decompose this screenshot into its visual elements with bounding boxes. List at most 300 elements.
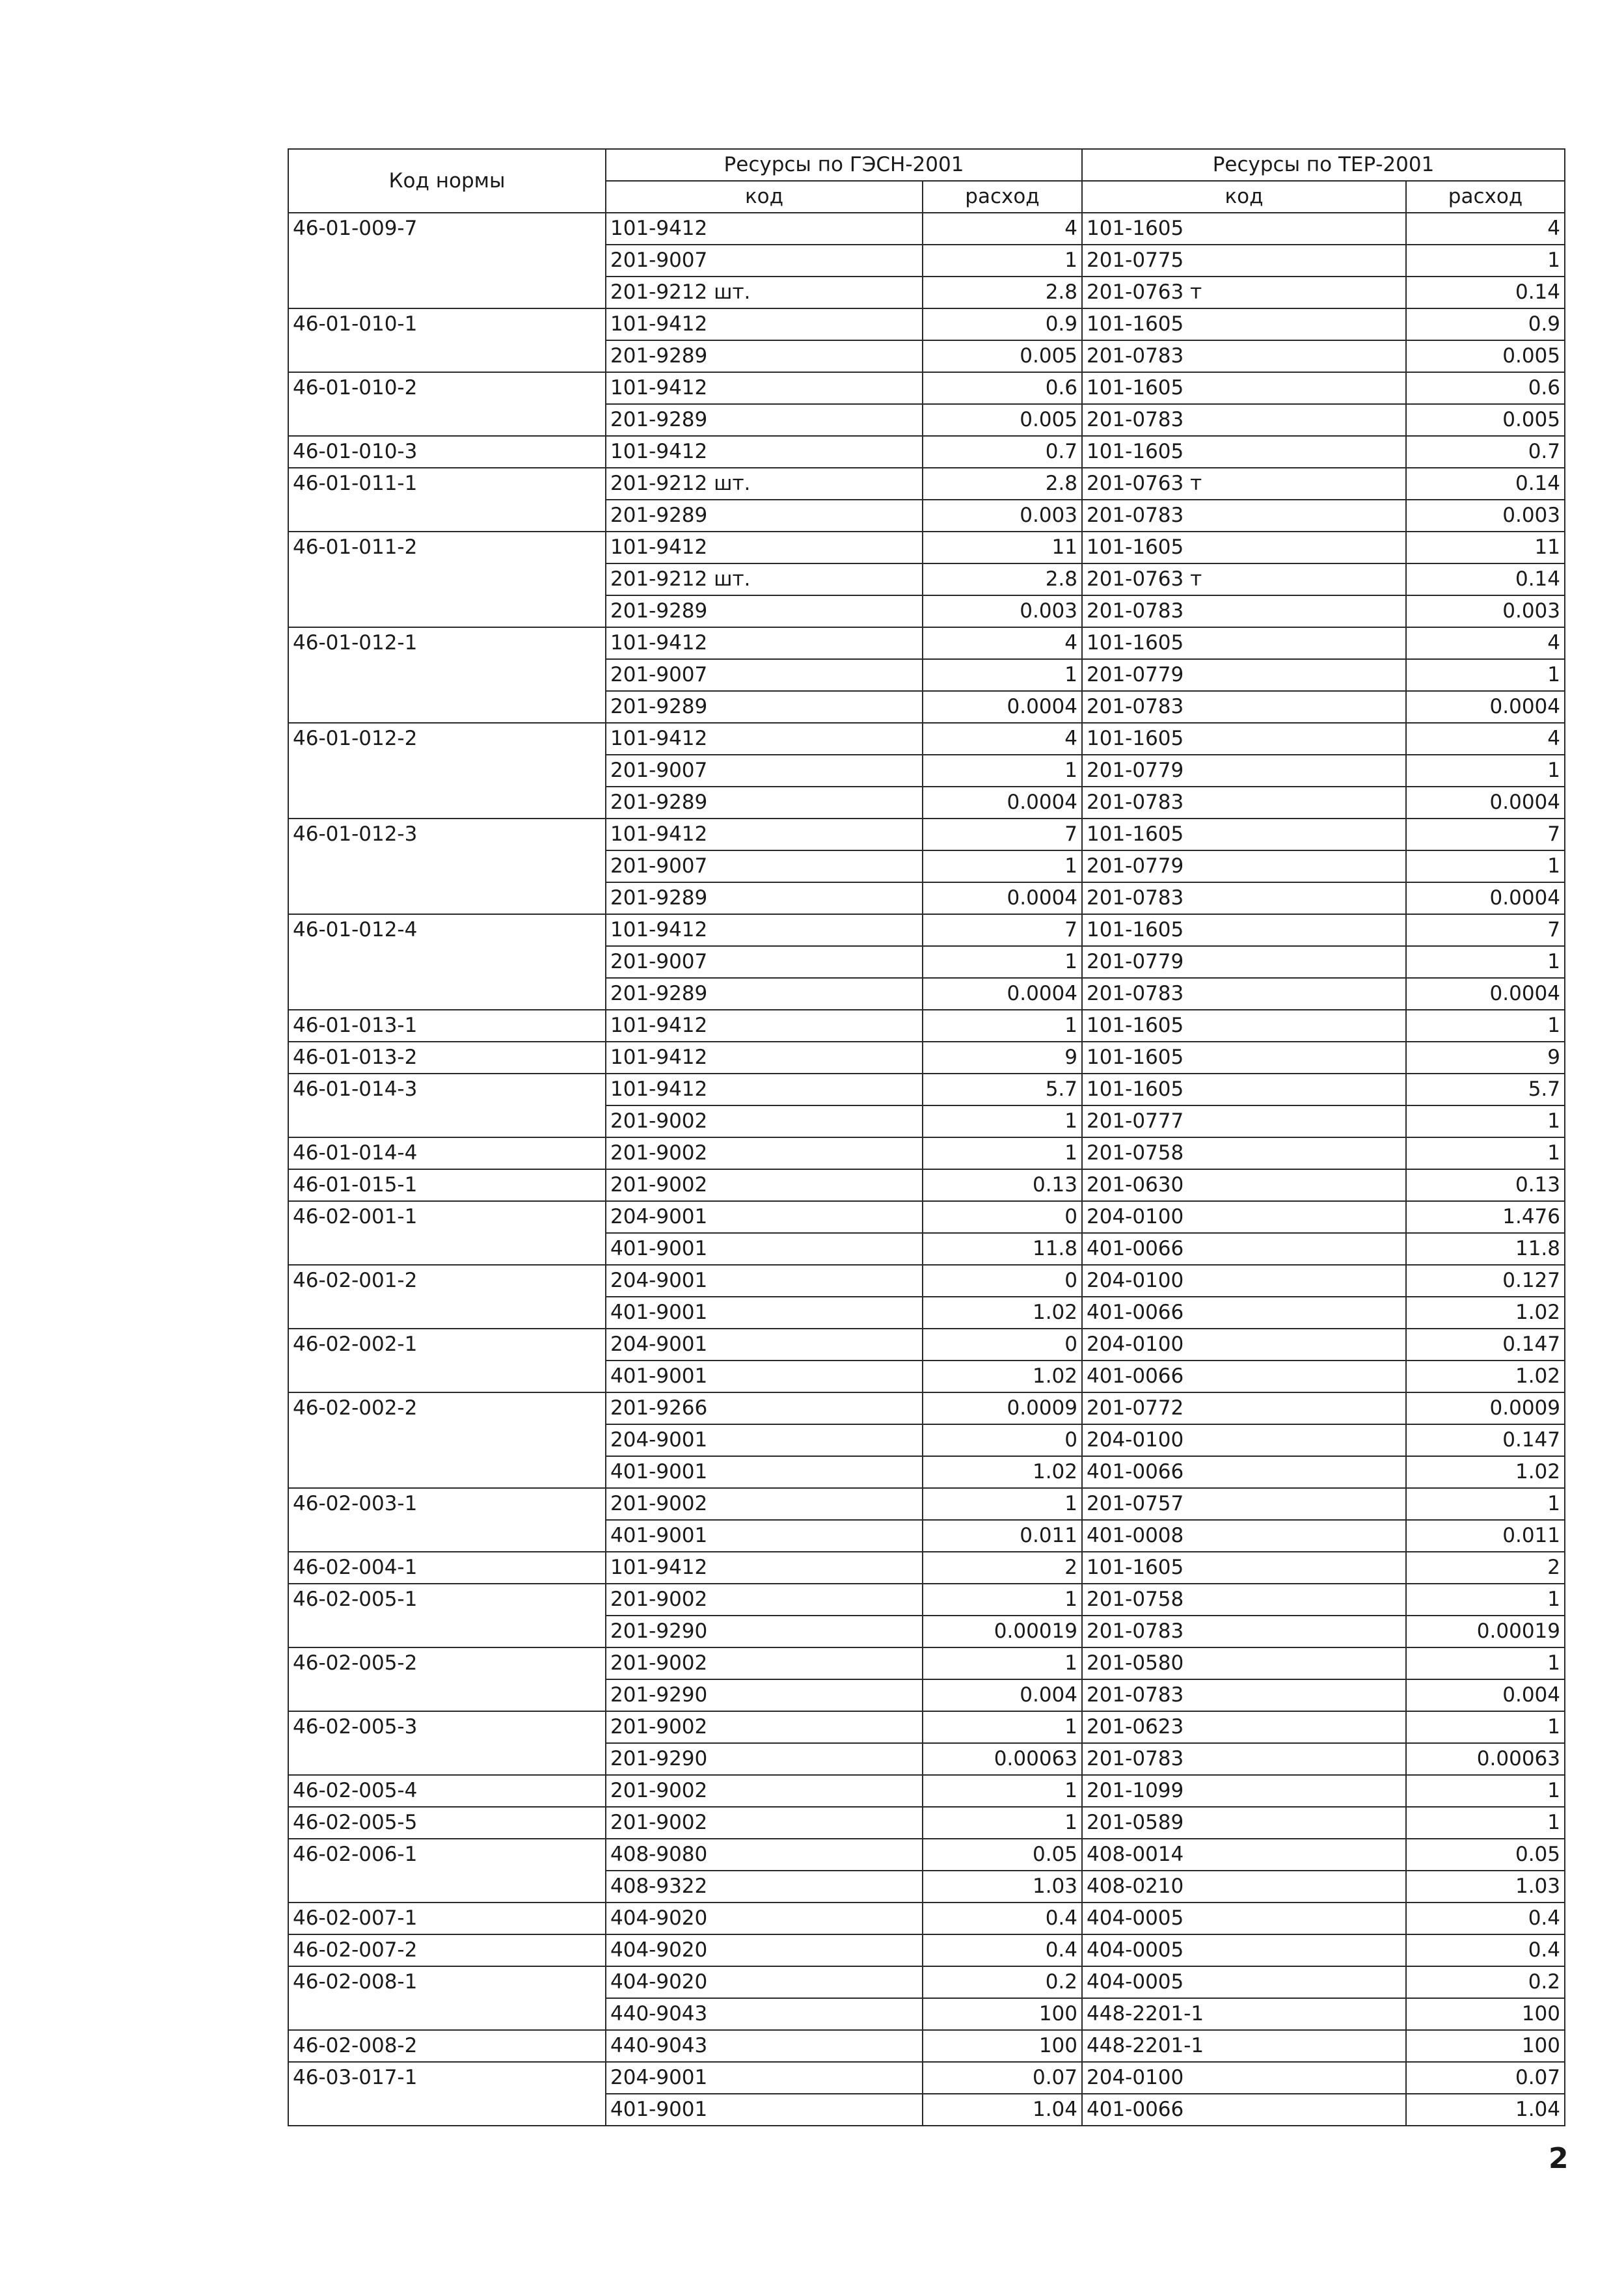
- ter-code-cell: 201-0783: [1082, 1743, 1406, 1775]
- table-row: [288, 627, 1565, 659]
- ter-consumption-cell: 1.03: [1406, 1871, 1565, 1903]
- gesn-code-cell: 101-9412: [606, 1010, 923, 1042]
- table-row: [288, 1711, 1565, 1743]
- gesn-consumption-cell: 0.0004: [923, 691, 1082, 723]
- ter-code-cell: 201-0783: [1082, 500, 1406, 532]
- ter-code-cell: 204-0100: [1082, 2062, 1406, 2094]
- ter-consumption-cell: 1: [1406, 1775, 1565, 1807]
- ter-code-cell: 101-1605: [1082, 819, 1406, 850]
- table-row: [288, 1042, 1565, 1074]
- norm-code-cell: 46-01-014-4: [288, 1137, 606, 1169]
- norm-code-cell: 46-02-002-1: [288, 1329, 606, 1392]
- gesn-consumption-cell: 2.8: [923, 563, 1082, 595]
- gesn-code-cell: 440-9043: [606, 2030, 923, 2062]
- table-row: [288, 819, 1565, 850]
- ter-consumption-cell: 0.147: [1406, 1329, 1565, 1361]
- norm-code-cell: 46-01-012-4: [288, 914, 606, 1010]
- ter-consumption-cell: 1: [1406, 1105, 1565, 1137]
- ter-code-cell: 101-1605: [1082, 308, 1406, 340]
- gesn-code-cell: 101-9412: [606, 436, 923, 468]
- gesn-consumption-cell: 0.00063: [923, 1743, 1082, 1775]
- gesn-code-cell: 204-9001: [606, 1201, 923, 1233]
- ter-code-cell: 201-0779: [1082, 659, 1406, 691]
- gesn-code-cell: 201-9007: [606, 755, 923, 787]
- ter-code-cell: 448-2201-1: [1082, 2030, 1406, 2062]
- gesn-code-cell: 201-9002: [606, 1169, 923, 1201]
- gesn-consumption-cell: 1.03: [923, 1871, 1082, 1903]
- header-ter-code: код: [1082, 181, 1406, 213]
- ter-code-cell: 101-1605: [1082, 436, 1406, 468]
- gesn-consumption-cell: 0.00019: [923, 1616, 1082, 1647]
- norm-code-cell: 46-01-012-2: [288, 723, 606, 819]
- ter-code-cell: 201-0763 т: [1082, 277, 1406, 308]
- ter-consumption-cell: 0.14: [1406, 563, 1565, 595]
- ter-consumption-cell: 1: [1406, 755, 1565, 787]
- ter-consumption-cell: 0.005: [1406, 404, 1565, 436]
- gesn-consumption-cell: 1.02: [923, 1297, 1082, 1329]
- gesn-consumption-cell: 2.8: [923, 468, 1082, 500]
- gesn-consumption-cell: 100: [923, 1998, 1082, 2030]
- ter-code-cell: 201-0772: [1082, 1392, 1406, 1424]
- norm-code-cell: 46-01-010-2: [288, 372, 606, 436]
- gesn-code-cell: 201-9002: [606, 1711, 923, 1743]
- gesn-consumption-cell: 0.13: [923, 1169, 1082, 1201]
- ter-code-cell: 101-1605: [1082, 1074, 1406, 1105]
- gesn-code-cell: 201-9289: [606, 500, 923, 532]
- ter-consumption-cell: 0.4: [1406, 1903, 1565, 1934]
- ter-code-cell: 401-0066: [1082, 2094, 1406, 2126]
- gesn-consumption-cell: 0.7: [923, 436, 1082, 468]
- norm-code-cell: 46-02-005-4: [288, 1775, 606, 1807]
- gesn-consumption-cell: 0: [923, 1265, 1082, 1297]
- gesn-consumption-cell: 1: [923, 1105, 1082, 1137]
- page-number: 2: [1549, 2142, 1569, 2175]
- table-row: [288, 1169, 1565, 1201]
- ter-consumption-cell: 11: [1406, 532, 1565, 563]
- ter-consumption-cell: 1.04: [1406, 2094, 1565, 2126]
- ter-code-cell: 101-1605: [1082, 1010, 1406, 1042]
- ter-code-cell: 404-0005: [1082, 1934, 1406, 1966]
- ter-code-cell: 201-0779: [1082, 946, 1406, 978]
- ter-consumption-cell: 1: [1406, 1488, 1565, 1520]
- table-header: [288, 149, 1565, 213]
- gesn-code-cell: 401-9001: [606, 1456, 923, 1488]
- gesn-code-cell: 201-9002: [606, 1137, 923, 1169]
- norm-code-cell: 46-02-004-1: [288, 1552, 606, 1584]
- ter-consumption-cell: 0.147: [1406, 1424, 1565, 1456]
- gesn-consumption-cell: 1: [923, 659, 1082, 691]
- gesn-consumption-cell: 0.005: [923, 340, 1082, 372]
- ter-consumption-cell: 1: [1406, 1807, 1565, 1839]
- ter-code-cell: 101-1605: [1082, 914, 1406, 946]
- table-row: [288, 1584, 1565, 1616]
- norm-code-cell: 46-01-014-3: [288, 1074, 606, 1137]
- ter-code-cell: 101-1605: [1082, 372, 1406, 404]
- ter-consumption-cell: 4: [1406, 723, 1565, 755]
- ter-code-cell: 201-0775: [1082, 245, 1406, 277]
- gesn-consumption-cell: 1: [923, 1807, 1082, 1839]
- norm-code-cell: 46-02-005-2: [288, 1647, 606, 1711]
- table-row: [288, 1807, 1565, 1839]
- ter-code-cell: 408-0210: [1082, 1871, 1406, 1903]
- gesn-code-cell: 201-9007: [606, 946, 923, 978]
- ter-consumption-cell: 1: [1406, 1711, 1565, 1743]
- ter-consumption-cell: 0.7: [1406, 436, 1565, 468]
- ter-code-cell: 201-0783: [1082, 1616, 1406, 1647]
- ter-code-cell: 408-0014: [1082, 1839, 1406, 1871]
- norm-code-cell: 46-01-015-1: [288, 1169, 606, 1201]
- ter-consumption-cell: 1: [1406, 1647, 1565, 1679]
- ter-consumption-cell: 5.7: [1406, 1074, 1565, 1105]
- table-row: [288, 1647, 1565, 1679]
- gesn-consumption-cell: 7: [923, 819, 1082, 850]
- ter-code-cell: 201-0783: [1082, 1679, 1406, 1711]
- gesn-code-cell: 201-9266: [606, 1392, 923, 1424]
- gesn-code-cell: 404-9020: [606, 1903, 923, 1934]
- ter-consumption-cell: 1: [1406, 1584, 1565, 1616]
- ter-code-cell: 404-0005: [1082, 1903, 1406, 1934]
- gesn-code-cell: 201-9002: [606, 1488, 923, 1520]
- ter-consumption-cell: 4: [1406, 627, 1565, 659]
- gesn-code-cell: 201-9289: [606, 978, 923, 1010]
- gesn-code-cell: 201-9002: [606, 1105, 923, 1137]
- gesn-consumption-cell: 11.8: [923, 1233, 1082, 1265]
- ter-code-cell: 201-0779: [1082, 850, 1406, 882]
- ter-consumption-cell: 1: [1406, 659, 1565, 691]
- ter-code-cell: 101-1605: [1082, 213, 1406, 245]
- ter-consumption-cell: 0.14: [1406, 277, 1565, 308]
- gesn-code-cell: 201-9290: [606, 1616, 923, 1647]
- table-row: [288, 914, 1565, 946]
- ter-consumption-cell: 2: [1406, 1552, 1565, 1584]
- header-gesn-resources: Ресурсы по ГЭСН-2001: [606, 149, 1082, 181]
- table-body: [288, 213, 1565, 2126]
- gesn-consumption-cell: 0.0004: [923, 978, 1082, 1010]
- ter-consumption-cell: 0.0004: [1406, 882, 1565, 914]
- table-row: [288, 213, 1565, 245]
- gesn-consumption-cell: 0.9: [923, 308, 1082, 340]
- gesn-code-cell: 408-9322: [606, 1871, 923, 1903]
- gesn-consumption-cell: 0: [923, 1329, 1082, 1361]
- gesn-consumption-cell: 2: [923, 1552, 1082, 1584]
- norm-code-cell: 46-01-010-3: [288, 436, 606, 468]
- table-row: [288, 532, 1565, 563]
- ter-code-cell: 201-0777: [1082, 1105, 1406, 1137]
- ter-consumption-cell: 0.13: [1406, 1169, 1565, 1201]
- gesn-code-cell: 201-9289: [606, 787, 923, 819]
- gesn-code-cell: 201-9002: [606, 1807, 923, 1839]
- gesn-consumption-cell: 1: [923, 946, 1082, 978]
- norm-code-cell: 46-02-001-1: [288, 1201, 606, 1265]
- gesn-consumption-cell: 0.4: [923, 1903, 1082, 1934]
- ter-code-cell: 201-0758: [1082, 1137, 1406, 1169]
- ter-consumption-cell: 0.011: [1406, 1520, 1565, 1552]
- gesn-code-cell: 201-9289: [606, 595, 923, 627]
- gesn-consumption-cell: 0.0004: [923, 787, 1082, 819]
- gesn-consumption-cell: 1: [923, 1647, 1082, 1679]
- norm-code-cell: 46-03-017-1: [288, 2062, 606, 2126]
- gesn-code-cell: 401-9001: [606, 1361, 923, 1392]
- ter-consumption-cell: 0.00019: [1406, 1616, 1565, 1647]
- ter-consumption-cell: 100: [1406, 1998, 1565, 2030]
- gesn-consumption-cell: 5.7: [923, 1074, 1082, 1105]
- ter-code-cell: 101-1605: [1082, 1552, 1406, 1584]
- ter-consumption-cell: 7: [1406, 819, 1565, 850]
- ter-code-cell: 201-0783: [1082, 787, 1406, 819]
- gesn-code-cell: 401-9001: [606, 1297, 923, 1329]
- table-row: [288, 2062, 1565, 2094]
- gesn-consumption-cell: 0.004: [923, 1679, 1082, 1711]
- gesn-code-cell: 201-9007: [606, 850, 923, 882]
- table-row: [288, 1775, 1565, 1807]
- ter-consumption-cell: 0.0004: [1406, 691, 1565, 723]
- ter-code-cell: 448-2201-1: [1082, 1998, 1406, 2030]
- table-row: [288, 1488, 1565, 1520]
- ter-consumption-cell: 0.003: [1406, 500, 1565, 532]
- table-row: [288, 1903, 1565, 1934]
- ter-code-cell: 401-0066: [1082, 1361, 1406, 1392]
- gesn-code-cell: 101-9412: [606, 213, 923, 245]
- header-ter-resources: Ресурсы по ТЕР-2001: [1082, 149, 1565, 181]
- norm-code-cell: 46-01-011-2: [288, 532, 606, 627]
- table-row: [288, 1392, 1565, 1424]
- norm-code-cell: 46-02-003-1: [288, 1488, 606, 1552]
- ter-consumption-cell: 0.00063: [1406, 1743, 1565, 1775]
- table-row: [288, 723, 1565, 755]
- ter-consumption-cell: 0.05: [1406, 1839, 1565, 1871]
- ter-consumption-cell: 1: [1406, 850, 1565, 882]
- gesn-code-cell: 201-9289: [606, 691, 923, 723]
- table-row: [288, 2030, 1565, 2062]
- gesn-code-cell: 101-9412: [606, 532, 923, 563]
- gesn-code-cell: 440-9043: [606, 1998, 923, 2030]
- ter-consumption-cell: 1.02: [1406, 1456, 1565, 1488]
- gesn-code-cell: 404-9020: [606, 1934, 923, 1966]
- gesn-consumption-cell: 7: [923, 914, 1082, 946]
- gesn-code-cell: 201-9289: [606, 404, 923, 436]
- ter-code-cell: 401-0066: [1082, 1233, 1406, 1265]
- ter-code-cell: 201-0779: [1082, 755, 1406, 787]
- ter-consumption-cell: 1.476: [1406, 1201, 1565, 1233]
- ter-consumption-cell: 0.0004: [1406, 978, 1565, 1010]
- gesn-code-cell: 401-9001: [606, 1520, 923, 1552]
- gesn-code-cell: 204-9001: [606, 1329, 923, 1361]
- gesn-code-cell: 201-9290: [606, 1743, 923, 1775]
- ter-code-cell: 201-0763 т: [1082, 468, 1406, 500]
- ter-code-cell: 101-1605: [1082, 1042, 1406, 1074]
- gesn-code-cell: 101-9412: [606, 627, 923, 659]
- gesn-consumption-cell: 1: [923, 1584, 1082, 1616]
- ter-code-cell: 201-0783: [1082, 404, 1406, 436]
- gesn-code-cell: 101-9412: [606, 1042, 923, 1074]
- gesn-code-cell: 101-9412: [606, 372, 923, 404]
- ter-consumption-cell: 0.4: [1406, 1934, 1565, 1966]
- gesn-consumption-cell: 0: [923, 1201, 1082, 1233]
- table-row: [288, 1966, 1565, 1998]
- gesn-code-cell: 408-9080: [606, 1839, 923, 1871]
- header-ter-consumption: расход: [1406, 181, 1565, 213]
- gesn-code-cell: 201-9289: [606, 882, 923, 914]
- gesn-consumption-cell: 1: [923, 1010, 1082, 1042]
- ter-code-cell: 201-1099: [1082, 1775, 1406, 1807]
- norm-code-cell: 46-02-008-1: [288, 1966, 606, 2030]
- ter-code-cell: 101-1605: [1082, 723, 1406, 755]
- norm-code-cell: 46-02-005-1: [288, 1584, 606, 1647]
- gesn-consumption-cell: 0.005: [923, 404, 1082, 436]
- gesn-consumption-cell: 1.04: [923, 2094, 1082, 2126]
- norm-code-cell: 46-02-007-1: [288, 1903, 606, 1934]
- ter-consumption-cell: 100: [1406, 2030, 1565, 2062]
- gesn-code-cell: 404-9020: [606, 1966, 923, 1998]
- header-gesn-code: код: [606, 181, 923, 213]
- ter-code-cell: 101-1605: [1082, 627, 1406, 659]
- ter-code-cell: 201-0630: [1082, 1169, 1406, 1201]
- gesn-consumption-cell: 1.02: [923, 1361, 1082, 1392]
- table-row: [288, 1265, 1565, 1297]
- gesn-consumption-cell: 0.6: [923, 372, 1082, 404]
- ter-consumption-cell: 0.9: [1406, 308, 1565, 340]
- table-row: [288, 1137, 1565, 1169]
- gesn-consumption-cell: 1: [923, 1137, 1082, 1169]
- ter-code-cell: 204-0100: [1082, 1265, 1406, 1297]
- gesn-code-cell: 401-9001: [606, 1233, 923, 1265]
- table-row: [288, 1934, 1565, 1966]
- gesn-consumption-cell: 4: [923, 213, 1082, 245]
- norm-code-cell: 46-01-011-1: [288, 468, 606, 532]
- norm-code-cell: 46-02-005-5: [288, 1807, 606, 1839]
- gesn-code-cell: 201-9002: [606, 1584, 923, 1616]
- table-row: [288, 436, 1565, 468]
- norm-code-cell: 46-02-002-2: [288, 1392, 606, 1488]
- ter-code-cell: 201-0783: [1082, 691, 1406, 723]
- gesn-code-cell: 201-9212 шт.: [606, 563, 923, 595]
- norm-code-cell: 46-01-013-1: [288, 1010, 606, 1042]
- gesn-consumption-cell: 1.02: [923, 1456, 1082, 1488]
- gesn-code-cell: 201-9002: [606, 1647, 923, 1679]
- gesn-code-cell: 101-9412: [606, 914, 923, 946]
- ter-consumption-cell: 1: [1406, 245, 1565, 277]
- ter-consumption-cell: 11.8: [1406, 1233, 1565, 1265]
- table-row: [288, 1839, 1565, 1871]
- gesn-code-cell: 204-9001: [606, 1424, 923, 1456]
- gesn-consumption-cell: 1: [923, 1488, 1082, 1520]
- table-row: [288, 1552, 1565, 1584]
- ter-code-cell: 401-0066: [1082, 1456, 1406, 1488]
- ter-consumption-cell: 1: [1406, 946, 1565, 978]
- norm-code-cell: 46-01-009-7: [288, 213, 606, 308]
- norm-code-cell: 46-02-001-2: [288, 1265, 606, 1329]
- norm-code-cell: 46-02-008-2: [288, 2030, 606, 2062]
- ter-code-cell: 201-0758: [1082, 1584, 1406, 1616]
- gesn-code-cell: 101-9412: [606, 819, 923, 850]
- gesn-consumption-cell: 0.2: [923, 1966, 1082, 1998]
- ter-consumption-cell: 9: [1406, 1042, 1565, 1074]
- ter-code-cell: 201-0589: [1082, 1807, 1406, 1839]
- gesn-code-cell: 201-9212 шт.: [606, 468, 923, 500]
- gesn-consumption-cell: 9: [923, 1042, 1082, 1074]
- gesn-consumption-cell: 0.0009: [923, 1392, 1082, 1424]
- gesn-code-cell: 101-9412: [606, 308, 923, 340]
- table-row: [288, 308, 1565, 340]
- ter-consumption-cell: 0.003: [1406, 595, 1565, 627]
- norm-code-cell: 46-02-006-1: [288, 1839, 606, 1903]
- resources-table: [288, 148, 1565, 2126]
- ter-consumption-cell: 7: [1406, 914, 1565, 946]
- gesn-consumption-cell: 100: [923, 2030, 1082, 2062]
- ter-code-cell: 401-0066: [1082, 1297, 1406, 1329]
- ter-code-cell: 404-0005: [1082, 1966, 1406, 1998]
- norm-code-cell: 46-02-007-2: [288, 1934, 606, 1966]
- ter-code-cell: 201-0783: [1082, 595, 1406, 627]
- gesn-consumption-cell: 1: [923, 245, 1082, 277]
- norm-code-cell: 46-01-010-1: [288, 308, 606, 372]
- table-row: [288, 468, 1565, 500]
- ter-code-cell: 204-0100: [1082, 1329, 1406, 1361]
- gesn-code-cell: 201-9289: [606, 340, 923, 372]
- header-gesn-consumption: расход: [923, 181, 1082, 213]
- ter-code-cell: 204-0100: [1082, 1201, 1406, 1233]
- gesn-consumption-cell: 4: [923, 627, 1082, 659]
- ter-code-cell: 201-0783: [1082, 882, 1406, 914]
- gesn-consumption-cell: 2.8: [923, 277, 1082, 308]
- gesn-code-cell: 201-9290: [606, 1679, 923, 1711]
- gesn-consumption-cell: 1: [923, 1711, 1082, 1743]
- table-row: [288, 1074, 1565, 1105]
- ter-consumption-cell: 0.0004: [1406, 787, 1565, 819]
- ter-consumption-cell: 4: [1406, 213, 1565, 245]
- ter-code-cell: 201-0783: [1082, 340, 1406, 372]
- gesn-consumption-cell: 1: [923, 850, 1082, 882]
- gesn-code-cell: 201-9002: [606, 1775, 923, 1807]
- header-norm-code: Код нормы: [288, 149, 606, 213]
- gesn-consumption-cell: 0.07: [923, 2062, 1082, 2094]
- gesn-code-cell: 201-9212 шт.: [606, 277, 923, 308]
- gesn-consumption-cell: 4: [923, 723, 1082, 755]
- ter-consumption-cell: 1: [1406, 1137, 1565, 1169]
- table-row: [288, 1201, 1565, 1233]
- ter-consumption-cell: 1: [1406, 1010, 1565, 1042]
- gesn-consumption-cell: 0: [923, 1424, 1082, 1456]
- ter-consumption-cell: 1.02: [1406, 1297, 1565, 1329]
- ter-consumption-cell: 0.14: [1406, 468, 1565, 500]
- ter-code-cell: 201-0623: [1082, 1711, 1406, 1743]
- ter-consumption-cell: 0.004: [1406, 1679, 1565, 1711]
- ter-consumption-cell: 0.0009: [1406, 1392, 1565, 1424]
- table-row: [288, 1329, 1565, 1361]
- gesn-code-cell: 101-9412: [606, 723, 923, 755]
- table-row: [288, 372, 1565, 404]
- ter-consumption-cell: 0.2: [1406, 1966, 1565, 1998]
- ter-code-cell: 201-0580: [1082, 1647, 1406, 1679]
- gesn-code-cell: 101-9412: [606, 1552, 923, 1584]
- ter-code-cell: 401-0008: [1082, 1520, 1406, 1552]
- norm-code-cell: 46-01-013-2: [288, 1042, 606, 1074]
- ter-code-cell: 201-0757: [1082, 1488, 1406, 1520]
- ter-consumption-cell: 0.127: [1406, 1265, 1565, 1297]
- gesn-consumption-cell: 0.05: [923, 1839, 1082, 1871]
- gesn-consumption-cell: 0.0004: [923, 882, 1082, 914]
- gesn-code-cell: 204-9001: [606, 2062, 923, 2094]
- gesn-code-cell: 201-9007: [606, 245, 923, 277]
- gesn-consumption-cell: 1: [923, 755, 1082, 787]
- gesn-code-cell: 204-9001: [606, 1265, 923, 1297]
- gesn-code-cell: 201-9007: [606, 659, 923, 691]
- norm-code-cell: 46-01-012-3: [288, 819, 606, 914]
- norm-code-cell: 46-02-005-3: [288, 1711, 606, 1775]
- ter-consumption-cell: 0.005: [1406, 340, 1565, 372]
- ter-code-cell: 101-1605: [1082, 532, 1406, 563]
- ter-code-cell: 204-0100: [1082, 1424, 1406, 1456]
